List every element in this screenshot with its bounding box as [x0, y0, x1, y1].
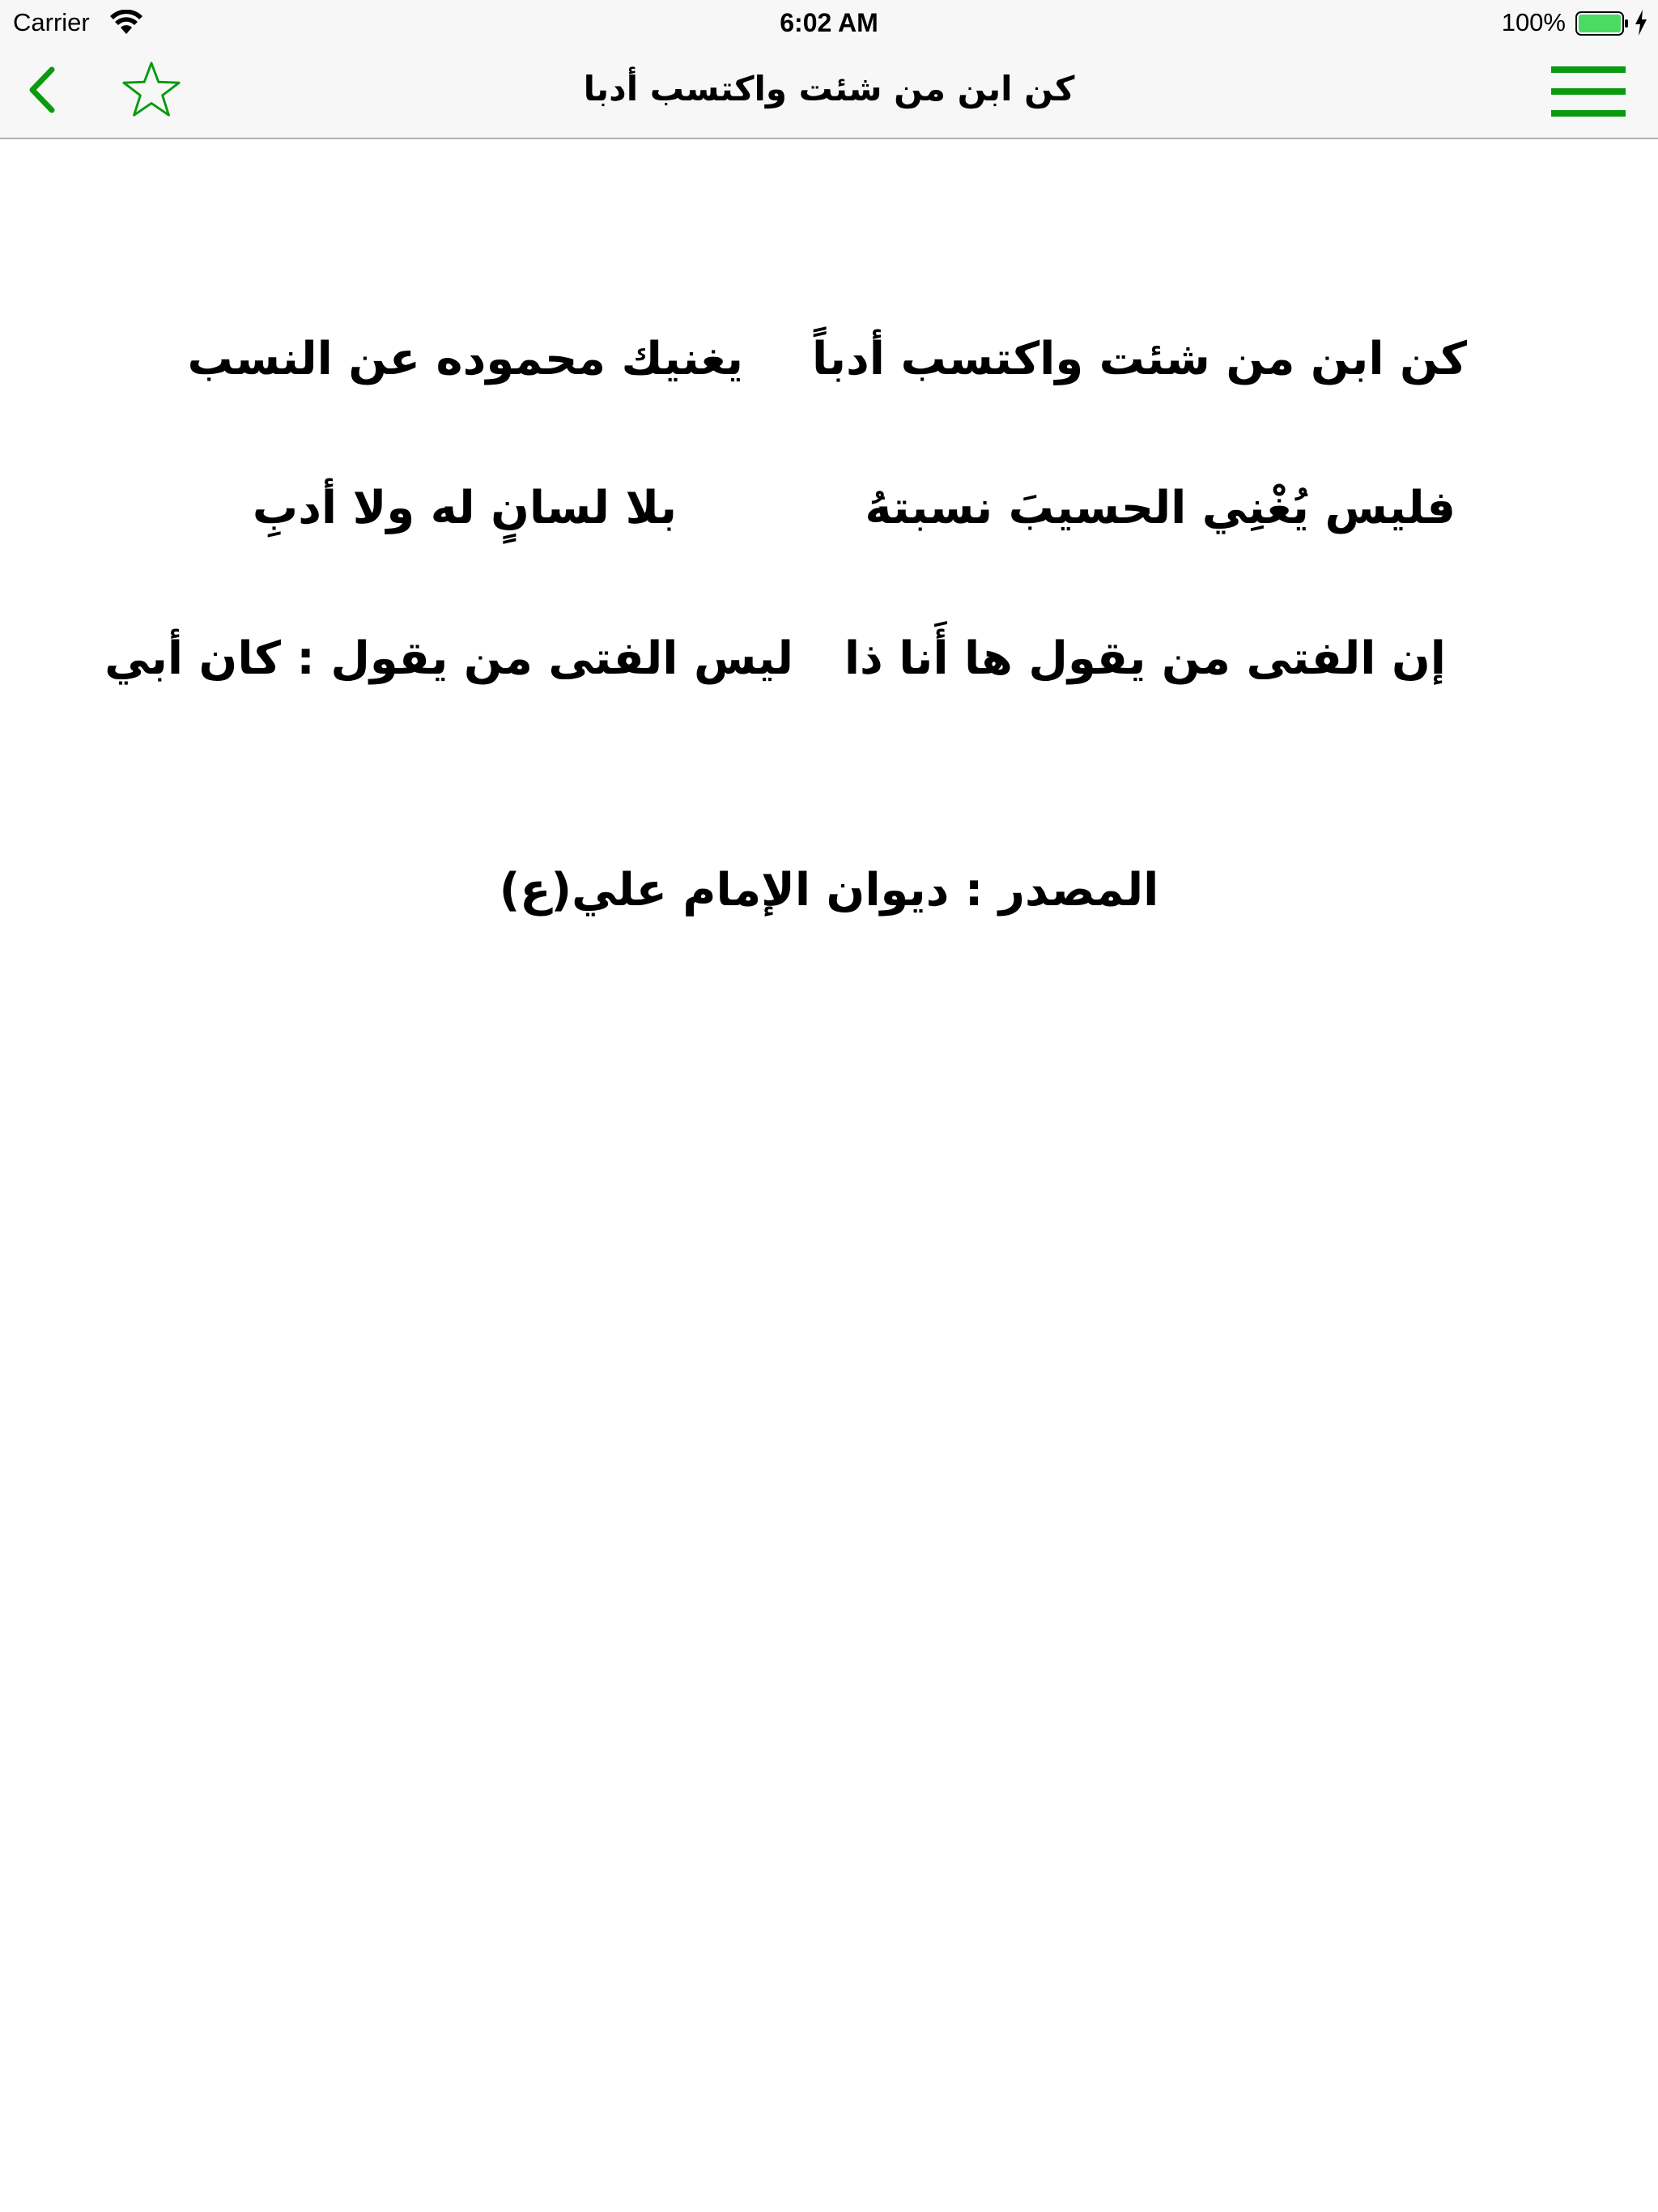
- verse-3-second-hemistich: ليس الفتى من يقول : كان أبي: [104, 632, 793, 685]
- poem-source: المصدر : ديوان الإمام علي(ع): [499, 864, 1159, 917]
- carrier-label: Carrier: [13, 8, 90, 36]
- navigation-bar: [0, 44, 1658, 139]
- verse-3-first-hemistich: إن الفتى من يقول ها أَنا ذا: [844, 632, 1446, 685]
- verse-2-second-hemistich: بلا لسانٍ له ولا أدبِ: [252, 482, 677, 534]
- page-title: كن ابن من شئت واكتسب أدبا: [583, 69, 1075, 108]
- verse-1-second-hemistich: يغنيك محموده عن النسب: [187, 333, 743, 385]
- hamburger-menu-icon[interactable]: [1551, 65, 1626, 118]
- status-time: 6:02 AM: [780, 8, 878, 37]
- battery-icon: [1575, 11, 1629, 36]
- charging-bolt-icon: [1634, 10, 1648, 36]
- back-chevron-icon[interactable]: [18, 62, 74, 118]
- battery-percent: 100%: [1501, 8, 1566, 36]
- favorite-star-icon[interactable]: [120, 58, 183, 121]
- verse-2-first-hemistich: فليس يُغْنِي الحسيبَ نسبتهُ: [865, 482, 1456, 534]
- status-bar: [0, 0, 1658, 44]
- verse-1-first-hemistich: كن ابن من شئت واكتسب أدباً: [811, 333, 1467, 385]
